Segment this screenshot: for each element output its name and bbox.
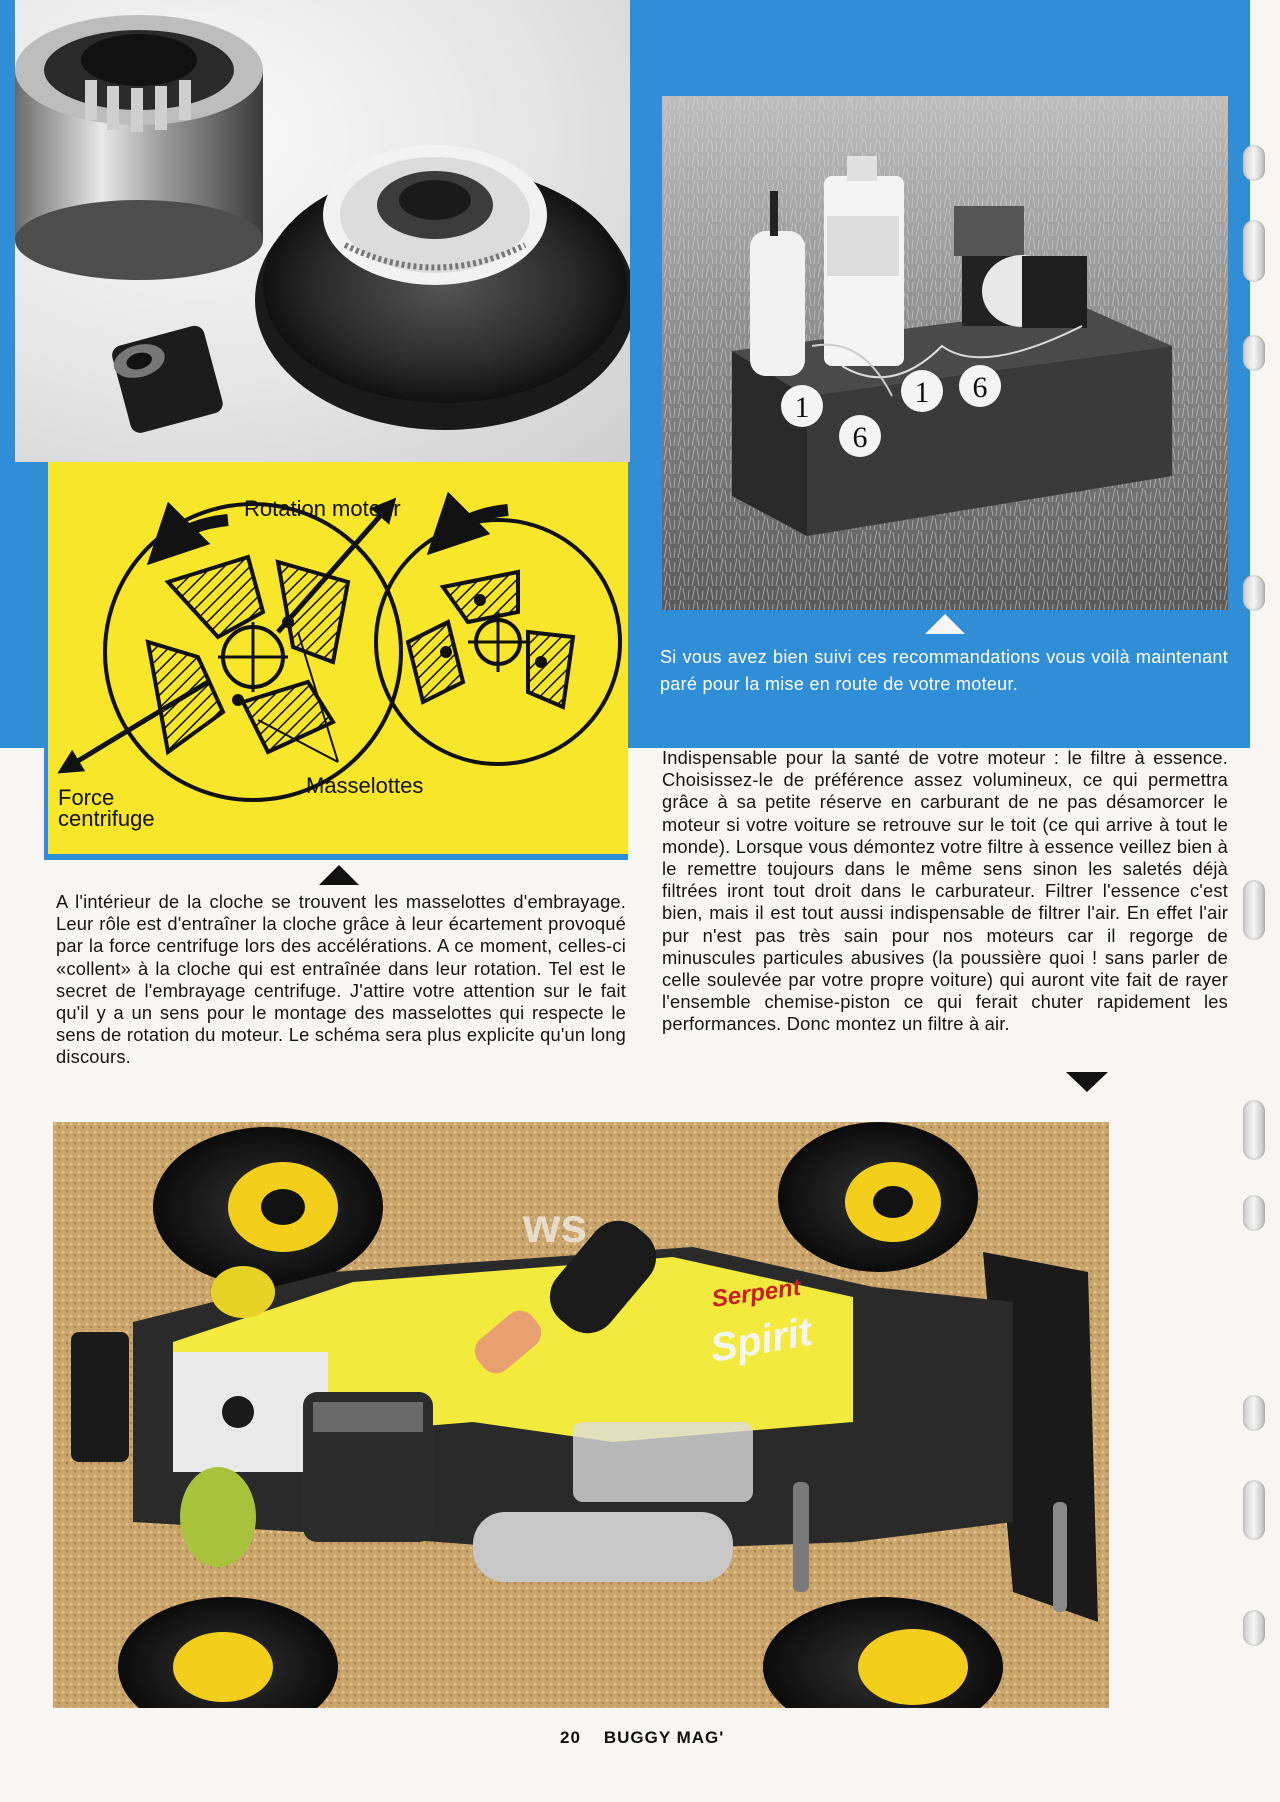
buggy-photo (53, 1122, 1109, 1708)
logo-decal: ws (523, 1200, 588, 1253)
spirit-decal: Spirit (706, 1309, 816, 1371)
clutch-bell-illustration (15, 0, 630, 462)
box-number-4: 6 (972, 371, 988, 404)
body-text-clutch: A l'intérieur de la cloche se trouvent les masselottes d'embrayage. Leur rôle est d'entraîner la cloche grâce à leur écartement provoqué par la force centrifuge lors des accélérations. A ce moment, celles-ci «collent» à la cloche qui est entraînée dans leur rotation. Tel est le secret de l'embrayage centrifuge. J'attire votre attention sur le fait qu'il y a un sens pour le montage des masselottes qui respecte le sens de rotation du moteur. Le schéma sera plus explicite qu'un long discours. (56, 891, 626, 1068)
magazine-name: BUGGY MAG' (603, 1728, 725, 1747)
masselottes-label: Masselottes (306, 773, 424, 798)
page-footer (560, 1728, 960, 1748)
body-text-filters: Indispensable pour la santé de votre moteur : le filtre à essence. Choisissez-le de préférence assez volumineux, ce qui permettra grâce à sa petite réserve en carburant de ne pas désamorcer le moteur si votre voiture se retrouve sur le toit (ce qui arrive à tout le monde). Lorsque vous démontez votre filtre à essence veillez bien à le remettre toujours dans le même sens sinon les saletés déjà filtrées iront tout droit dans le carburateur. Filtrer l'essence c'est bien, mais il est tout aussi indispensable de filtrer l'air. En effet l'air pur n'est pas très sain pour nos moteurs car il regorge de minuscules particules abusives (la poussière quoi ! sans parler de celle soulevée par votre propre voiture) qui auront vite fait de rayer l'ensemble chemise-piston ce qui ferait chuter rapidement les performances. Donc montez un filtre à air. (662, 747, 1228, 1035)
box-number-2: 6 (852, 421, 868, 454)
binder-hole (1243, 1610, 1265, 1646)
clutch-bell-photo (15, 0, 630, 462)
starting-kit-photo (662, 96, 1228, 610)
starting-kit-illustration (662, 96, 1228, 610)
binder-hole (1243, 1100, 1265, 1160)
binder-hole (1243, 220, 1265, 282)
binder-hole (1243, 1395, 1265, 1431)
force-label: Force (58, 785, 115, 810)
diagram-pointer-up (319, 865, 359, 885)
caption-pointer-up (925, 614, 965, 634)
centrifuge-label: centrifuge (58, 806, 155, 831)
buggy-illustration (53, 1122, 1109, 1708)
serpent-decal: Serpent (710, 1273, 803, 1313)
binder-hole (1243, 880, 1265, 940)
binder-hole (1243, 1480, 1265, 1540)
box-number-1: 1 (794, 391, 810, 424)
page-number: 20 (560, 1728, 581, 1747)
rotation-moteur-label: Rotation moteur (244, 496, 401, 521)
clutch-rotation-diagram (48, 462, 628, 854)
binder-hole (1243, 335, 1265, 371)
box-number-3: 1 (914, 376, 930, 409)
buggy-pointer-down (1066, 1072, 1108, 1092)
binder-hole (1243, 575, 1265, 611)
caption-right-photo: Si vous avez bien suivi ces recommandations vous voilà maintenant paré pour la mise en route de votre moteur. (660, 647, 1228, 694)
binder-hole (1243, 145, 1265, 181)
binder-hole (1243, 1195, 1265, 1231)
